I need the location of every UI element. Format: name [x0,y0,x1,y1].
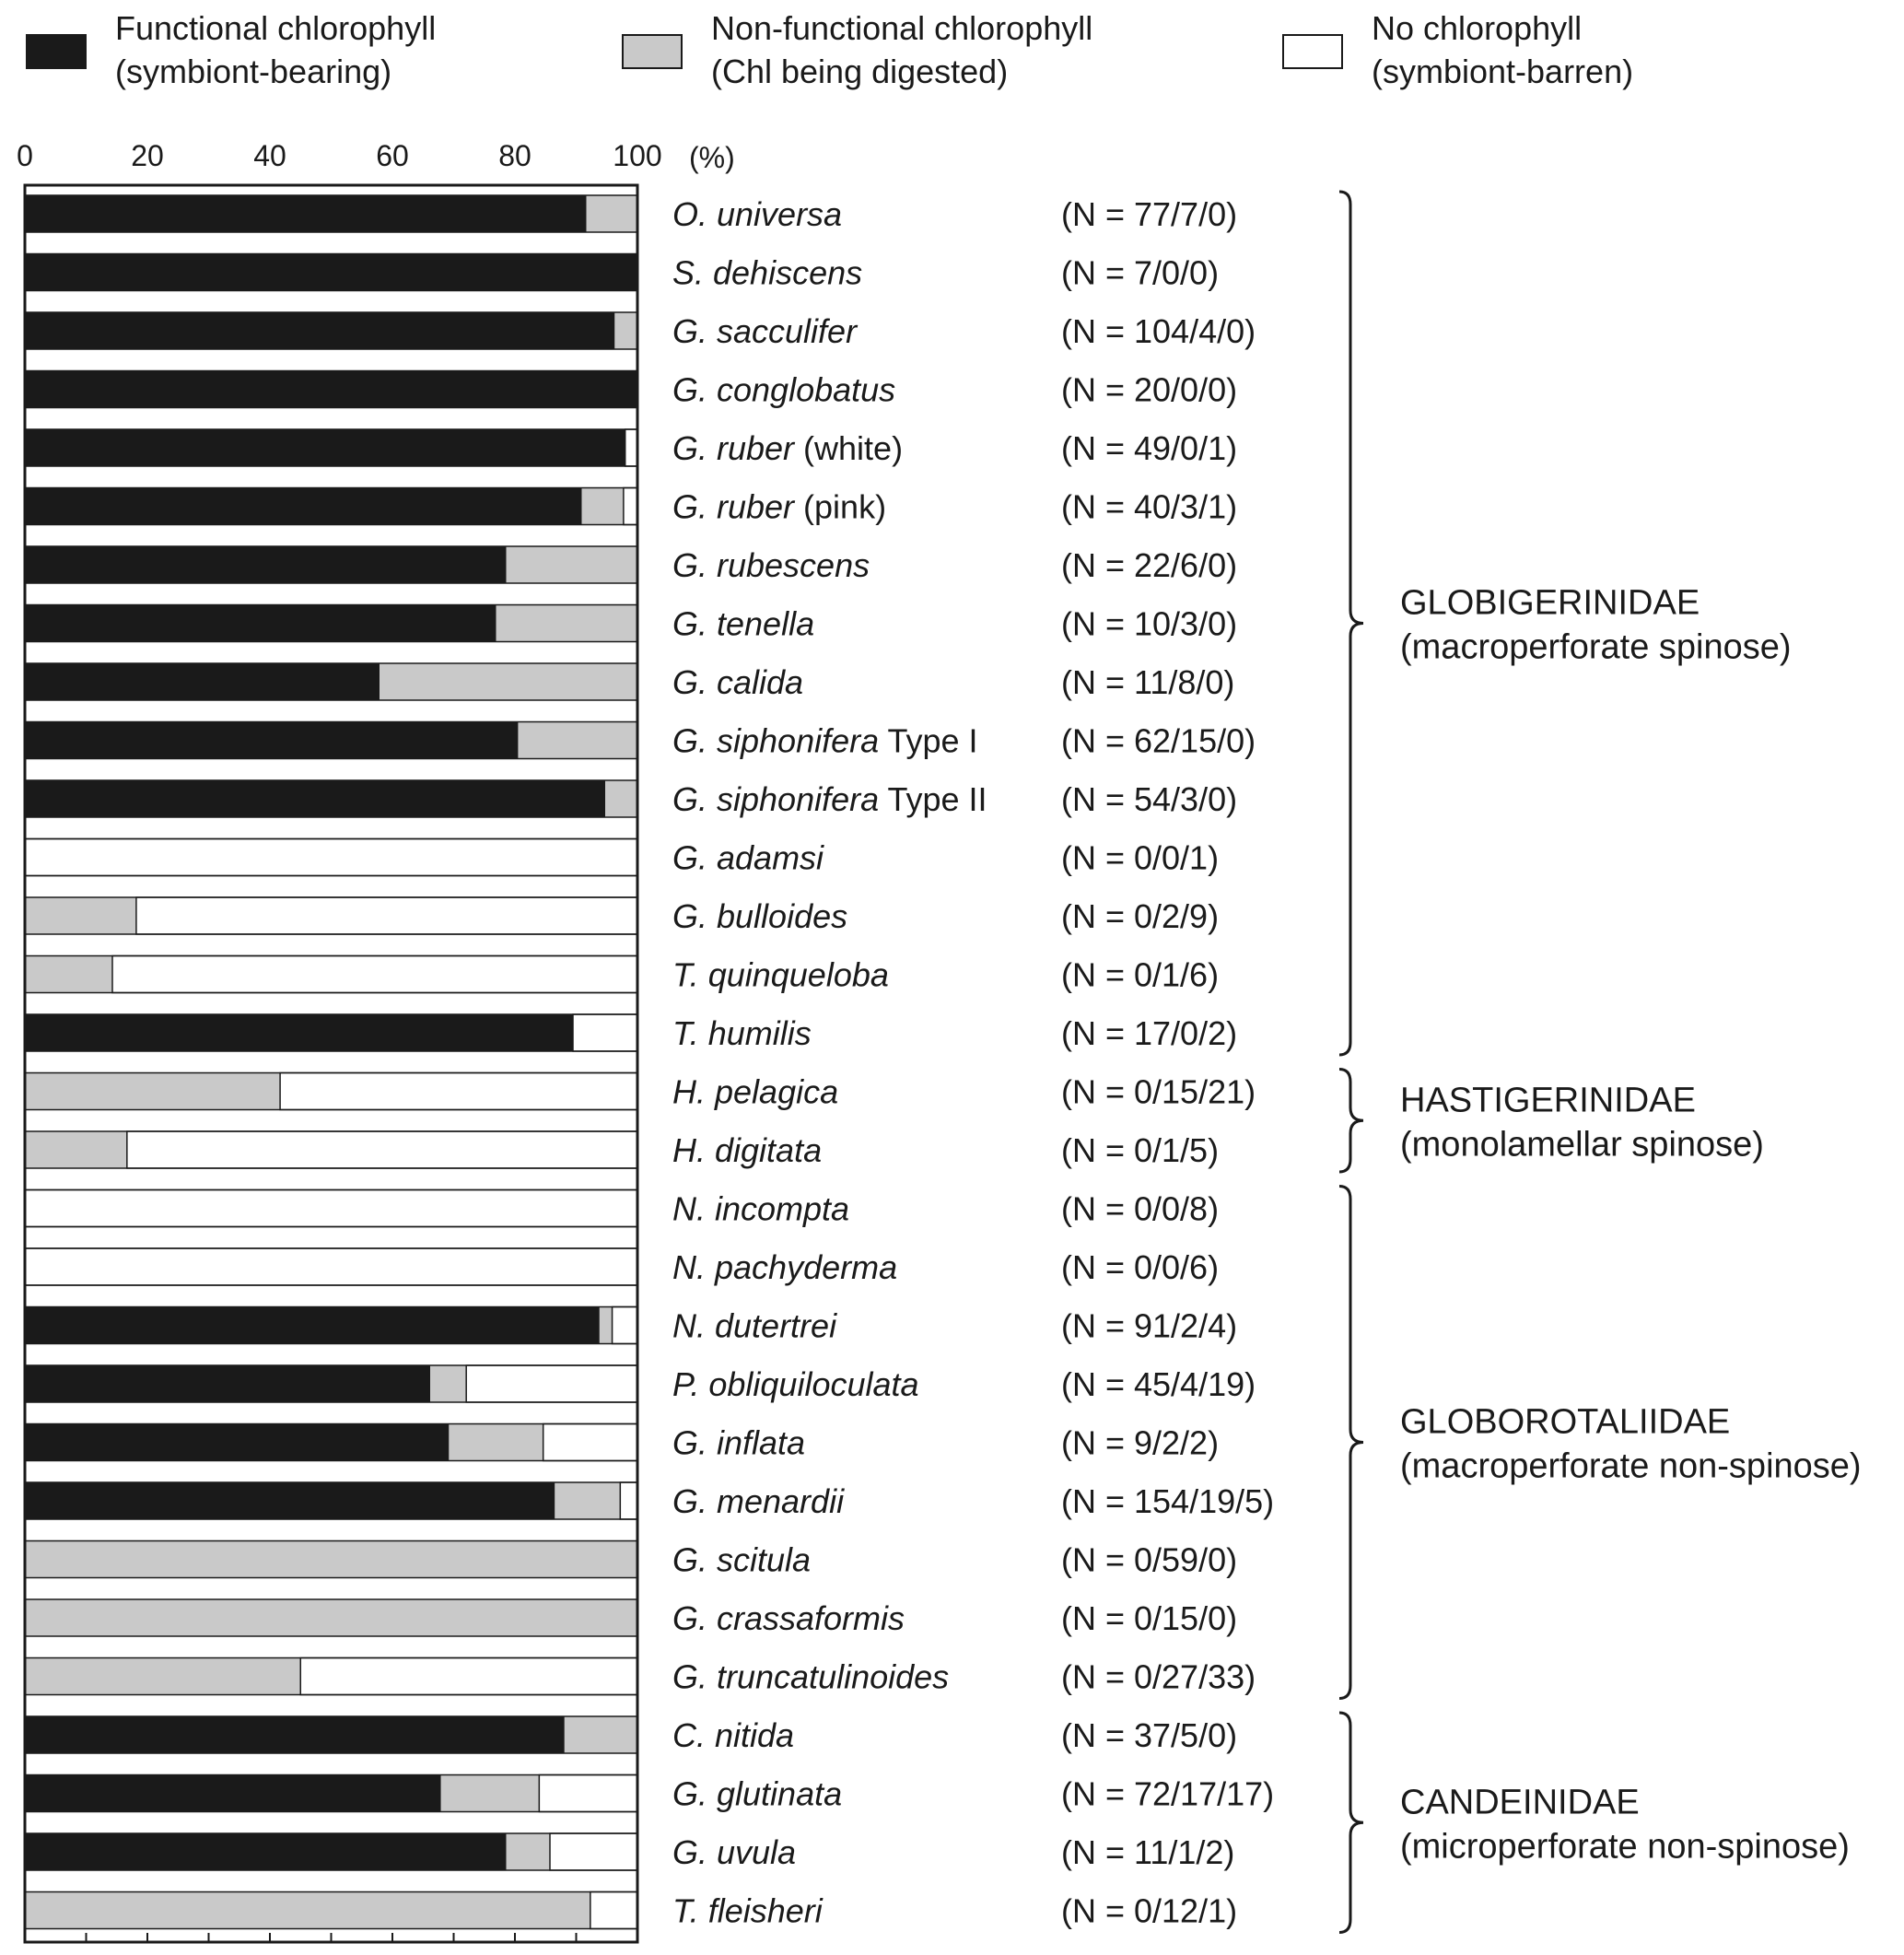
bar-universa-nonfunctional [587,195,637,232]
bar-adamsi-none [25,839,637,876]
bars [25,195,637,1929]
bar-sacculifer-nonfunctional [614,312,637,349]
species-label-tenella: G. tenella [672,604,815,643]
count-label-ruber-pink-: (N = 40/3/1) [1061,487,1238,526]
bar-ruber-pink--nonfunctional [582,488,624,525]
count-label-adamsi: (N = 0/0/1) [1061,838,1220,877]
species-label-conglobatus: G. conglobatus [672,370,896,409]
count-label-pachyderma: (N = 0/0/6) [1061,1248,1220,1286]
bar-ruber-pink--none [624,488,637,525]
bar-universa-functional [25,195,587,232]
species-label-pelagica: H. pelagica [672,1072,839,1111]
family-name-1: HASTIGERINIDAE [1400,1081,1696,1120]
species-label-ruber-white-: G. ruber (white) [672,429,904,467]
count-label-sacculifer: (N = 104/4/0) [1061,312,1256,350]
count-label-fleisheri: (N = 0/12/1) [1061,1891,1238,1930]
bar-rubescens-nonfunctional [507,546,638,583]
bar-obliquiloculata-none [466,1365,637,1402]
bar-calida-nonfunctional [380,663,637,700]
x-tick-label-20: 20 [131,139,164,172]
bar-fleisheri-none [590,1892,637,1929]
species-label-ruber-pink-: G. ruber (pink) [672,487,887,526]
count-label-crassaformis: (N = 0/15/0) [1061,1599,1238,1637]
legend-label-nonfunctional-line2: (Chl being digested) [711,53,1009,90]
bar-dutertrei-none [613,1307,637,1344]
bar-siphonifera-type-i-nonfunctional [518,722,637,759]
species-label-pachyderma: N. pachyderma [672,1248,898,1286]
count-label-conglobatus: (N = 20/0/0) [1061,370,1238,409]
count-label-humilis: (N = 17/0/2) [1061,1014,1238,1052]
legend-swatch-functional [27,35,86,68]
species-label-digitata: H. digitata [672,1131,823,1169]
bar-conglobatus-functional [25,371,637,408]
bar-truncatulinoides-nonfunctional [25,1658,300,1695]
bar-rubescens-functional [25,546,507,583]
family-bracket-2 [1339,1187,1363,1699]
species-label-universa: O. universa [672,195,843,233]
family-groups [1339,192,1862,1933]
bar-uvula-functional [25,1833,507,1870]
legend-label-functional-line1: Functional chlorophyll [115,9,437,47]
x-unit-label: (%) [689,141,735,174]
species-label-quinqueloba: T. quinqueloba [672,955,889,994]
bar-bulloides-none [136,897,637,934]
count-label-dehiscens: (N = 7/0/0) [1061,253,1220,292]
bar-obliquiloculata-functional [25,1365,430,1402]
bar-quinqueloba-nonfunctional [25,956,112,993]
bar-digitata-nonfunctional [25,1131,127,1168]
bar-inflata-functional [25,1424,449,1461]
species-label-incompta: N. incompta [672,1189,850,1228]
bar-pachyderma-none [25,1248,637,1285]
species-label-inflata: G. inflata [672,1423,806,1462]
family-bracket-3 [1339,1713,1363,1933]
count-label-obliquiloculata: (N = 45/4/19) [1061,1365,1256,1403]
bar-pelagica-nonfunctional [25,1073,280,1110]
species-label-dutertrei: N. dutertrei [672,1306,837,1345]
bar-humilis-functional [25,1014,573,1051]
bar-uvula-none [550,1833,637,1870]
bar-pelagica-none [280,1073,637,1110]
bar-siphonifera-type-ii-functional [25,780,605,817]
legend [27,9,1633,90]
count-label-digitata: (N = 0/1/5) [1061,1131,1220,1169]
x-tick-label-100: 100 [613,139,662,172]
legend-label-nonfunctional-line1: Non-functional chlorophyll [711,9,1093,47]
legend-swatch-nonfunctional [623,35,682,68]
bar-inflata-none [543,1424,637,1461]
species-label-uvula: G. uvula [672,1833,797,1871]
row-labels [672,195,1274,1930]
species-label-menardii: G. menardii [672,1482,845,1520]
family-name-3: CANDEINIDAE [1400,1783,1640,1822]
count-label-menardii: (N = 154/19/5) [1061,1482,1275,1520]
species-label-calida: G. calida [672,663,804,701]
bar-obliquiloculata-nonfunctional [430,1365,466,1402]
count-label-bulloides: (N = 0/2/9) [1061,897,1220,935]
bar-glutinata-functional [25,1775,441,1812]
count-label-glutinata: (N = 72/17/17) [1061,1774,1275,1813]
family-name-2: GLOBOROTALIIDAE [1400,1402,1731,1442]
count-label-siphonifera-type-ii: (N = 54/3/0) [1061,780,1238,818]
bar-nitida-functional [25,1716,565,1753]
species-label-humilis: T. humilis [672,1014,812,1052]
count-label-pelagica: (N = 0/15/21) [1061,1072,1256,1111]
species-label-truncatulinoides: G. truncatulinoides [672,1657,950,1696]
bar-ruber-pink--functional [25,488,582,525]
count-label-quinqueloba: (N = 0/1/6) [1061,955,1220,994]
bar-tenella-nonfunctional [496,605,637,642]
species-label-bulloides: G. bulloides [672,897,848,935]
x-tick-label-0: 0 [17,139,33,172]
bar-truncatulinoides-none [300,1658,637,1695]
bar-calida-functional [25,663,380,700]
family-name-0: GLOBIGERINIDAE [1400,583,1700,623]
bar-inflata-nonfunctional [449,1424,543,1461]
bar-siphonifera-type-i-functional [25,722,518,759]
count-label-truncatulinoides: (N = 0/27/33) [1061,1657,1256,1696]
species-label-scitula: G. scitula [672,1540,812,1579]
bar-scitula-nonfunctional [25,1541,637,1578]
x-tick-label-60: 60 [376,139,409,172]
species-label-nitida: C. nitida [672,1716,795,1754]
species-label-glutinata: G. glutinata [672,1774,843,1813]
bar-menardii-none [620,1482,637,1519]
count-label-nitida: (N = 37/5/0) [1061,1716,1238,1754]
count-label-siphonifera-type-i: (N = 62/15/0) [1061,721,1256,760]
bar-dutertrei-nonfunctional [600,1307,613,1344]
bar-uvula-nonfunctional [507,1833,551,1870]
bar-quinqueloba-none [112,956,637,993]
species-label-adamsi: G. adamsi [672,838,824,877]
bar-dutertrei-functional [25,1307,600,1344]
count-label-ruber-white-: (N = 49/0/1) [1061,429,1238,467]
bar-ruber-white--functional [25,429,625,466]
bar-humilis-none [573,1014,637,1051]
x-tick-label-40: 40 [253,139,286,172]
family-desc-3: (microperforate non-spinose) [1400,1827,1850,1867]
bar-digitata-none [127,1131,637,1168]
species-label-siphonifera-type-i: G. siphonifera Type I [672,721,978,760]
family-bracket-1 [1339,1070,1363,1173]
count-label-calida: (N = 11/8/0) [1061,663,1235,701]
x-tick-label-80: 80 [498,139,531,172]
species-label-siphonifera-type-ii: G. siphonifera Type II [672,780,987,818]
species-label-sacculifer: G. sacculifer [672,312,858,350]
family-desc-0: (macroperforate spinose) [1400,627,1792,667]
count-label-incompta: (N = 0/0/8) [1061,1189,1220,1228]
species-label-crassaformis: G. crassaformis [672,1599,905,1637]
count-label-tenella: (N = 10/3/0) [1061,604,1238,643]
bar-bulloides-nonfunctional [25,897,136,934]
species-label-obliquiloculata: P. obliquiloculata [672,1365,919,1403]
bar-menardii-nonfunctional [555,1482,620,1519]
bar-tenella-functional [25,605,496,642]
legend-label-none-line2: (symbiont-barren) [1372,53,1634,90]
species-label-rubescens: G. rubescens [672,546,870,584]
family-desc-2: (macroperforate non-spinose) [1400,1446,1862,1486]
bar-nitida-nonfunctional [565,1716,637,1753]
bar-incompta-none [25,1190,637,1227]
bar-menardii-functional [25,1482,555,1519]
species-label-fleisheri: T. fleisheri [672,1891,823,1930]
family-bracket-0 [1339,192,1363,1055]
bar-sacculifer-functional [25,312,614,349]
legend-label-functional-line2: (symbiont-bearing) [115,53,392,90]
bar-crassaformis-nonfunctional [25,1599,637,1636]
count-label-inflata: (N = 9/2/2) [1061,1423,1220,1462]
legend-swatch-none [1283,35,1342,68]
bar-dehiscens-functional [25,254,637,291]
count-label-uvula: (N = 11/1/2) [1061,1833,1235,1871]
bar-siphonifera-type-ii-nonfunctional [605,780,637,817]
legend-label-none-line1: No chlorophyll [1372,9,1583,47]
bar-ruber-white--none [625,429,637,466]
count-label-dutertrei: (N = 91/2/4) [1061,1306,1238,1345]
family-desc-1: (monolamellar spinose) [1400,1125,1764,1165]
bar-fleisheri-nonfunctional [25,1892,590,1929]
species-label-dehiscens: S. dehiscens [672,253,863,292]
bar-glutinata-nonfunctional [441,1775,540,1812]
bar-glutinata-none [539,1775,637,1812]
count-label-scitula: (N = 0/59/0) [1061,1540,1238,1579]
count-label-universa: (N = 77/7/0) [1061,195,1238,233]
count-label-rubescens: (N = 22/6/0) [1061,546,1238,584]
